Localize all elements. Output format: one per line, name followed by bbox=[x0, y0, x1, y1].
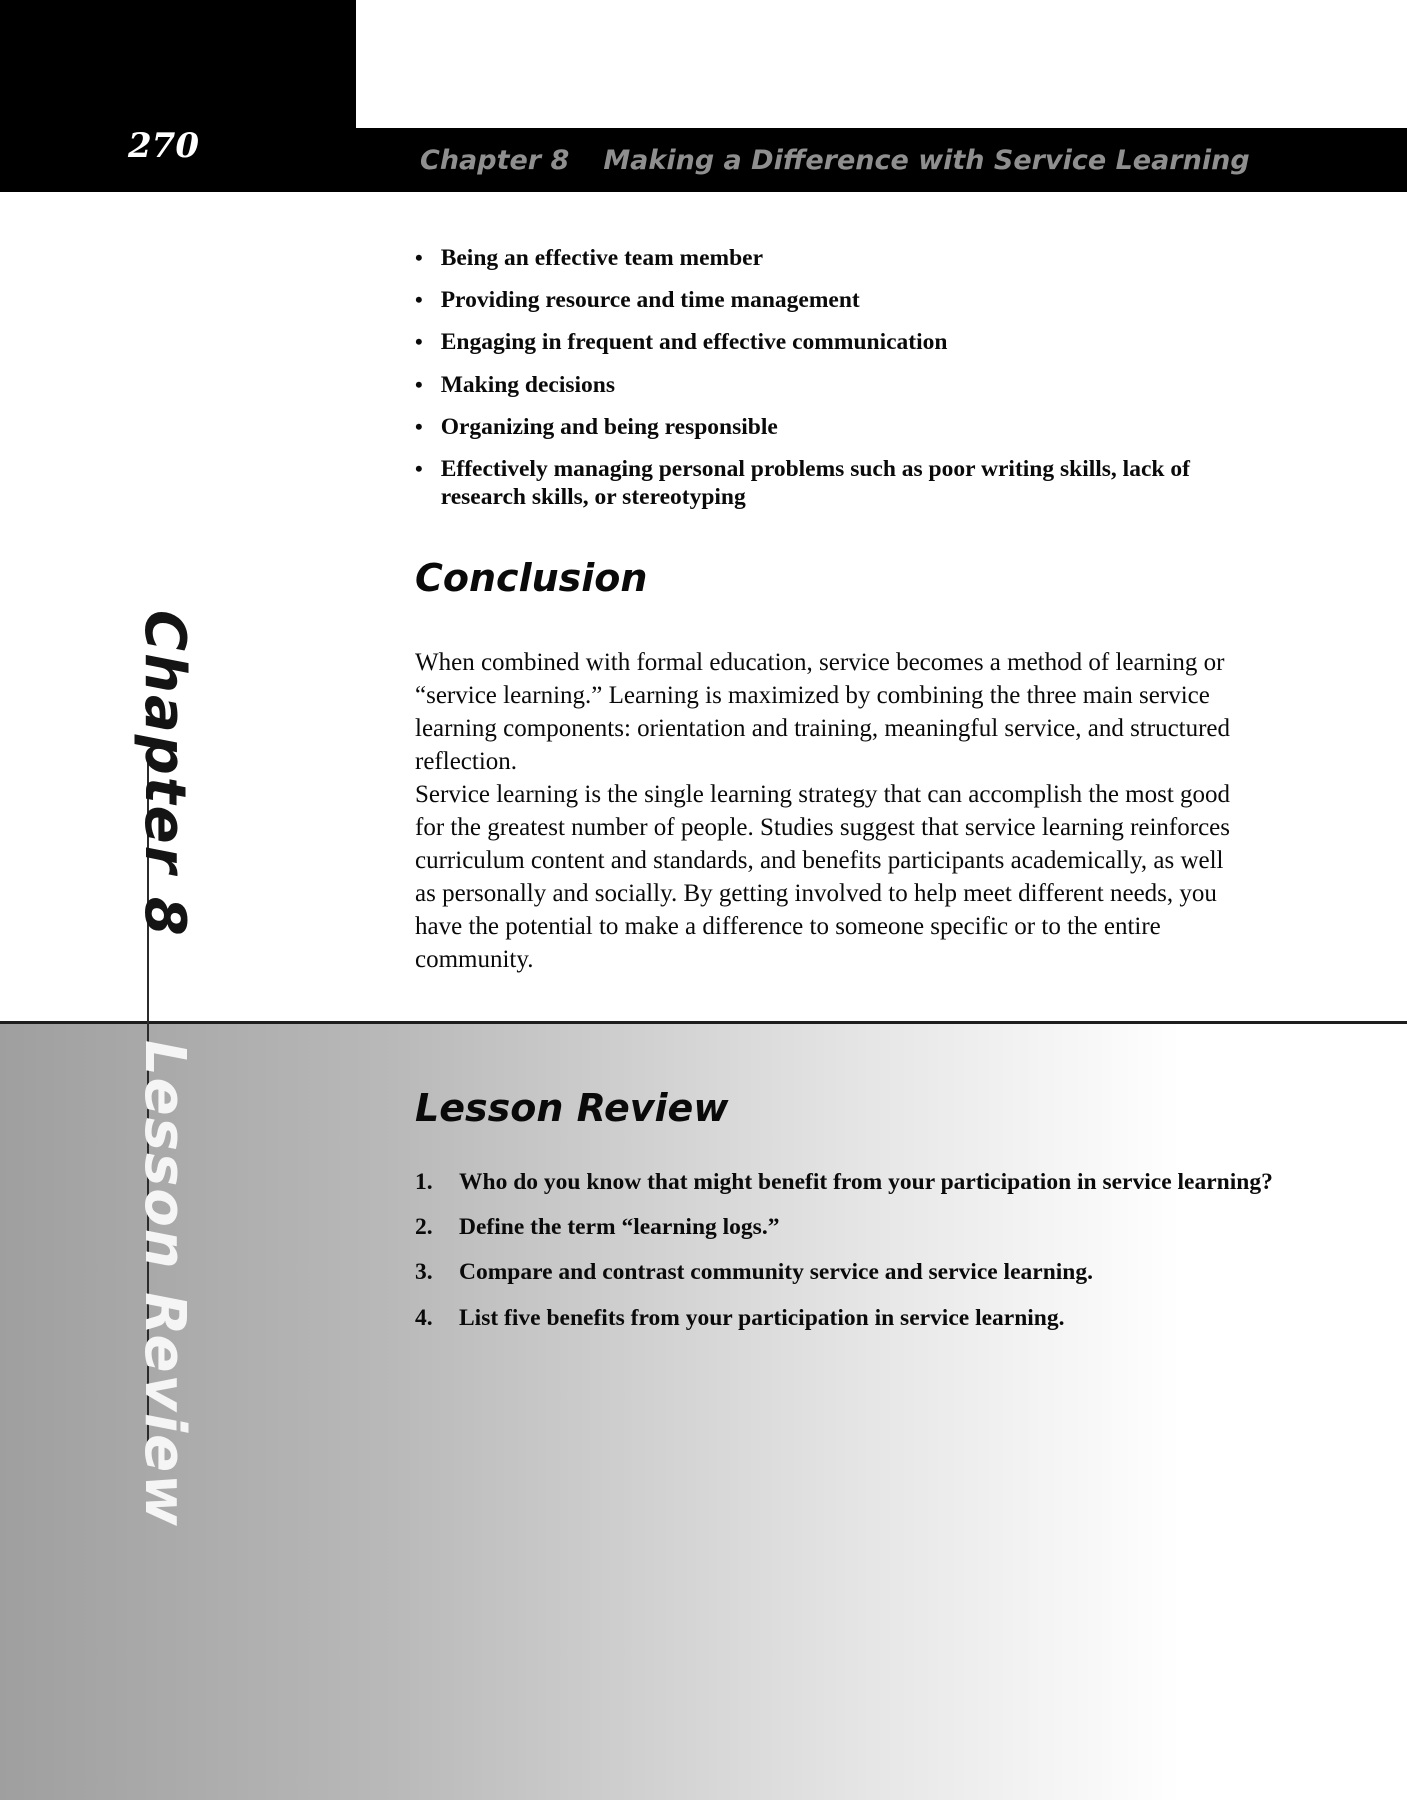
question-number: 1. bbox=[415, 1169, 433, 1195]
bullet-text: Providing resource and time management bbox=[440, 287, 860, 314]
question-number: 2. bbox=[415, 1214, 433, 1241]
bullet-icon: • bbox=[415, 245, 423, 270]
conclusion-heading: Conclusion bbox=[415, 556, 648, 600]
skills-bullet-list bbox=[415, 244, 1215, 525]
page-number: 270 bbox=[128, 126, 199, 166]
bullet-icon: • bbox=[415, 413, 423, 439]
question-text: Compare and contrast community service and service learning. bbox=[459, 1259, 1093, 1286]
list-item bbox=[415, 286, 1215, 314]
question-row bbox=[415, 1304, 1345, 1332]
bullet-text: Being an effective team member bbox=[440, 245, 764, 271]
question-number: 4. bbox=[415, 1304, 433, 1331]
running-head-title: Making a Difference with Service Learning bbox=[603, 144, 1250, 176]
margin-lesson-review-label: Lesson Review bbox=[132, 1040, 197, 1528]
bullet-icon: • bbox=[415, 329, 423, 355]
conclusion-paragraph-1: When combined with formal education, service becomes a method of learning or “service learning.” Learning is maximized by combining the three main service learning components: orientation and training, meaningful service, and structured reflection. bbox=[415, 649, 1231, 775]
lesson-review-heading: Lesson Review bbox=[415, 1086, 729, 1130]
section-divider-rule bbox=[0, 1021, 1407, 1024]
question-text: List five benefits from your participation in service learning. bbox=[459, 1304, 1065, 1331]
bullet-icon: • bbox=[415, 455, 423, 481]
question-row bbox=[415, 1168, 1345, 1196]
margin-chapter-label: Chapter 8 bbox=[132, 610, 197, 938]
question-row bbox=[415, 1213, 1345, 1241]
bullet-text: Organizing and being responsible bbox=[440, 413, 778, 440]
lesson-review-section-background bbox=[0, 1024, 1407, 1800]
question-row bbox=[415, 1258, 1345, 1286]
bullet-text: Making decisions bbox=[440, 371, 616, 398]
conclusion-paragraph-2: Service learning is the single learning strategy that can accomplish the most good for the greatest number of people. Studies suggest that service learning reinforces curriculum content and standards, and benefits participants academically, as well as personally and socially. By getting involved to help meet different needs, you have the potential to make a difference to someone specific or to the entire community. bbox=[415, 781, 1231, 973]
list-item bbox=[415, 413, 1215, 441]
bullet-icon: • bbox=[415, 371, 423, 397]
list-item bbox=[415, 371, 1215, 399]
running-head-chapter: Chapter 8 bbox=[420, 144, 570, 176]
bullet-text: Engaging in frequent and effective communication bbox=[440, 329, 948, 356]
list-item bbox=[415, 244, 1215, 272]
question-text: Who do you know that might benefit from your participation in service learning? bbox=[459, 1169, 1273, 1195]
running-head bbox=[420, 128, 1250, 192]
question-number: 3. bbox=[415, 1259, 433, 1286]
bullet-icon: • bbox=[415, 287, 423, 313]
list-item bbox=[415, 328, 1215, 356]
question-text: Define the term “learning logs.” bbox=[459, 1214, 780, 1241]
bullet-text: Effectively managing personal problems such as poor writing skills, lack of research skills, or stereotyping bbox=[440, 455, 1190, 511]
list-item bbox=[415, 455, 1215, 511]
lesson-review-questions bbox=[415, 1168, 1345, 1349]
